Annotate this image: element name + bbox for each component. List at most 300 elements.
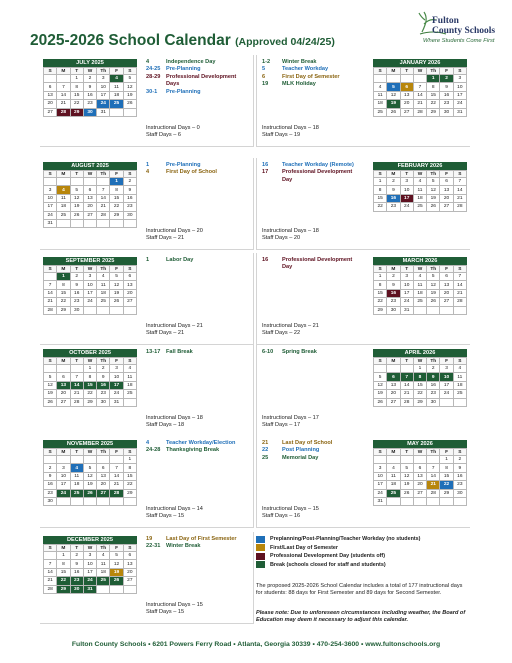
day-cell: 1 xyxy=(413,365,426,373)
event-date: 1-2 xyxy=(262,59,271,65)
weekday-label: S xyxy=(123,545,136,552)
day-cell: 7 xyxy=(44,281,57,289)
day-cell: 3 xyxy=(97,75,110,83)
day-cell: 14 xyxy=(110,472,123,480)
day-cell xyxy=(110,585,123,593)
day-cell: 21 xyxy=(44,577,57,585)
day-cell xyxy=(97,306,110,314)
event-item xyxy=(146,59,250,66)
day-cell: 13 xyxy=(123,281,136,289)
weekday-label: M xyxy=(387,266,400,273)
day-cell xyxy=(44,75,57,83)
weekday-label: F xyxy=(440,358,453,365)
day-cell: 2 xyxy=(387,178,400,186)
staff-days: Staff Days – 18 xyxy=(146,422,185,429)
legend-swatch xyxy=(256,561,265,568)
day-cell: 8 xyxy=(70,83,83,91)
month-block xyxy=(256,253,470,345)
event-item xyxy=(146,447,250,454)
day-cell: 14 xyxy=(70,381,83,389)
day-cell: 27 xyxy=(400,108,413,116)
day-cell: 14 xyxy=(57,91,70,99)
day-cell: 25 xyxy=(110,100,123,108)
event-date: 22-31 xyxy=(146,543,161,550)
day-cell: 28 xyxy=(70,398,83,406)
day-cell: 6 xyxy=(44,83,57,91)
weekday-label: Th xyxy=(427,266,440,273)
weekday-header-row xyxy=(374,358,467,365)
staff-days: Staff Days – 21 xyxy=(146,235,185,242)
day-cell: 14 xyxy=(400,381,413,389)
day-cell: 6 xyxy=(413,464,426,472)
event-item xyxy=(146,349,250,356)
day-cell: 10 xyxy=(97,83,110,91)
day-cell: 10 xyxy=(83,281,96,289)
month-name: APRIL 2026 xyxy=(373,349,467,357)
day-counts xyxy=(262,125,319,140)
day-cell: 19 xyxy=(374,390,387,398)
day-cell: 11 xyxy=(110,83,123,91)
event-date: 17 xyxy=(262,169,269,176)
day-cell: 7 xyxy=(453,273,466,281)
weekday-header-row xyxy=(374,449,467,456)
day-cell: 23 xyxy=(83,100,96,108)
day-cell: 16 xyxy=(123,194,136,202)
weekday-label: W xyxy=(413,171,426,178)
logo-tagline: Where Students Come First xyxy=(423,38,495,44)
weekday-label: S xyxy=(123,266,136,273)
event-title: Teacher Workday/Election xyxy=(166,440,236,446)
event-list xyxy=(262,257,366,272)
day-cell: 24 xyxy=(97,100,110,108)
event-date: 4 xyxy=(146,169,150,176)
day-cell: 13 xyxy=(440,186,453,194)
week-row xyxy=(44,398,137,406)
day-cell: 31 xyxy=(44,219,57,227)
event-date: 28-29 xyxy=(146,73,161,80)
day-cell: 3 xyxy=(400,178,413,186)
event-title: Spring Break xyxy=(282,349,317,355)
month-block xyxy=(256,436,470,528)
legend-item xyxy=(256,544,476,553)
month-calendar xyxy=(43,349,137,407)
day-cell: 10 xyxy=(400,186,413,194)
legend-swatch xyxy=(256,544,265,551)
day-cell: 9 xyxy=(70,281,83,289)
week-row xyxy=(374,298,467,306)
day-cell xyxy=(400,365,413,373)
weekday-header-row xyxy=(44,358,137,365)
day-cell: 16 xyxy=(440,91,453,99)
day-cell: 5 xyxy=(110,273,123,281)
day-cell xyxy=(83,178,96,186)
legend-label: First/Last Day of Semester xyxy=(270,544,339,551)
legend-item xyxy=(256,535,476,544)
day-cell: 7 xyxy=(413,83,426,91)
weekday-header-row xyxy=(374,266,467,273)
day-cell: 23 xyxy=(70,577,83,585)
day-cell: 28 xyxy=(44,306,57,314)
weekday-label: F xyxy=(110,358,123,365)
event-item xyxy=(262,81,366,88)
event-list xyxy=(146,349,250,356)
day-cell: 21 xyxy=(427,481,440,489)
day-cell xyxy=(453,306,466,314)
day-cell: 26 xyxy=(427,203,440,211)
day-cell xyxy=(400,456,413,464)
event-item xyxy=(262,59,366,66)
day-cell: 12 xyxy=(400,472,413,480)
weekday-label: W xyxy=(413,358,426,365)
event-item xyxy=(146,89,250,96)
event-date: 1 xyxy=(146,162,150,168)
event-date: 21 xyxy=(262,440,269,446)
weekday-label: S xyxy=(44,68,57,75)
day-cell xyxy=(387,365,400,373)
day-cell: 10 xyxy=(374,472,387,480)
weekday-header-row xyxy=(44,545,137,552)
weekday-label: M xyxy=(387,171,400,178)
month-block xyxy=(256,158,470,250)
page-title xyxy=(30,32,335,50)
weather-disclaimer: Please note: Due to unforeseen circumstances including weather, the Board of Education may deem it necessary to adjust this calendar. xyxy=(256,610,466,623)
day-cell xyxy=(70,178,83,186)
day-cell: 26 xyxy=(83,489,96,497)
month-table xyxy=(373,170,467,212)
day-cell xyxy=(374,365,387,373)
month-table xyxy=(373,67,467,117)
day-cell: 11 xyxy=(387,472,400,480)
event-item xyxy=(262,440,366,447)
day-cell: 28 xyxy=(110,489,123,497)
day-cell xyxy=(413,75,426,83)
day-cell xyxy=(110,219,123,227)
weekday-label: S xyxy=(123,358,136,365)
day-cell xyxy=(70,365,83,373)
day-cell: 15 xyxy=(413,381,426,389)
weekday-label: T xyxy=(70,449,83,456)
week-row xyxy=(44,273,137,281)
day-cell xyxy=(97,585,110,593)
day-cell: 22 xyxy=(374,298,387,306)
weekday-label: M xyxy=(57,171,70,178)
day-cell: 24 xyxy=(83,577,96,585)
week-row xyxy=(374,481,467,489)
weekday-label: W xyxy=(83,545,96,552)
day-cell: 27 xyxy=(97,489,110,497)
weekday-label: Th xyxy=(97,449,110,456)
legend-label: Professional Development Day (students off) xyxy=(270,553,386,560)
day-cell: 29 xyxy=(440,489,453,497)
day-cell: 24 xyxy=(400,298,413,306)
day-cell: 20 xyxy=(387,390,400,398)
week-row xyxy=(374,289,467,297)
week-row xyxy=(374,390,467,398)
weekday-label: Th xyxy=(97,68,110,75)
day-cell: 29 xyxy=(110,211,123,219)
week-row xyxy=(44,577,137,585)
weekday-label: F xyxy=(110,449,123,456)
day-cell: 19 xyxy=(110,289,123,297)
day-cell: 7 xyxy=(57,83,70,91)
event-list xyxy=(262,440,366,462)
week-row xyxy=(44,178,137,186)
weekday-label: W xyxy=(413,68,426,75)
event-title: Teacher Workday (Remote) xyxy=(282,162,354,168)
day-counts xyxy=(146,602,203,617)
day-cell: 31 xyxy=(400,306,413,314)
week-row xyxy=(374,373,467,381)
day-cell: 2 xyxy=(83,75,96,83)
day-cell: 22 xyxy=(413,390,426,398)
day-cell: 27 xyxy=(44,108,57,116)
day-counts xyxy=(262,415,319,430)
weekday-label: S xyxy=(374,449,387,456)
weekday-label: S xyxy=(44,358,57,365)
event-item xyxy=(262,455,366,462)
week-row xyxy=(44,481,137,489)
weekday-label: M xyxy=(57,449,70,456)
weekday-header-row xyxy=(44,171,137,178)
day-cell: 25 xyxy=(413,298,426,306)
day-cell xyxy=(440,306,453,314)
day-cell: 16 xyxy=(387,289,400,297)
day-cell: 12 xyxy=(70,194,83,202)
instructional-days: Instructional Days – 18 xyxy=(262,228,319,234)
day-cell xyxy=(83,219,96,227)
instructional-days: Instructional Days – 0 xyxy=(146,125,200,131)
day-cell: 28 xyxy=(413,108,426,116)
day-cell: 20 xyxy=(400,100,413,108)
day-cell: 18 xyxy=(413,194,426,202)
day-cell: 4 xyxy=(97,273,110,281)
day-cell: 20 xyxy=(440,289,453,297)
day-cell: 25 xyxy=(57,211,70,219)
event-item xyxy=(262,66,366,73)
weekday-label: F xyxy=(440,449,453,456)
calendar-title: 2025-2026 School Calendar xyxy=(30,32,231,49)
day-cell: 27 xyxy=(387,398,400,406)
month-block xyxy=(40,253,254,345)
day-cell: 19 xyxy=(110,568,123,576)
day-cell xyxy=(427,306,440,314)
day-cell: 28 xyxy=(453,203,466,211)
day-cell: 20 xyxy=(57,390,70,398)
weekday-label: T xyxy=(70,545,83,552)
day-cell xyxy=(413,497,426,505)
legend xyxy=(256,535,476,569)
event-date: 16 xyxy=(262,257,269,263)
event-date: 16 xyxy=(262,162,269,168)
day-cell: 21 xyxy=(400,390,413,398)
day-cell: 18 xyxy=(97,568,110,576)
day-cell: 17 xyxy=(110,381,123,389)
week-row xyxy=(374,75,467,83)
weekday-label: S xyxy=(44,171,57,178)
weekday-label: T xyxy=(400,449,413,456)
day-cell: 15 xyxy=(440,472,453,480)
day-cell: 2 xyxy=(453,456,466,464)
day-counts xyxy=(146,323,203,338)
event-date: 4 xyxy=(146,59,150,65)
day-cell: 31 xyxy=(110,398,123,406)
day-cell: 20 xyxy=(83,203,96,211)
day-cell: 17 xyxy=(440,381,453,389)
week-row xyxy=(44,472,137,480)
event-title: Professional Development Days xyxy=(166,73,237,88)
day-cell: 10 xyxy=(57,472,70,480)
day-cell: 8 xyxy=(440,464,453,472)
day-cell: 23 xyxy=(97,390,110,398)
day-cell xyxy=(123,306,136,314)
day-cell xyxy=(57,178,70,186)
day-cell: 10 xyxy=(453,83,466,91)
event-date: 13-17 xyxy=(146,349,161,355)
day-cell: 13 xyxy=(400,91,413,99)
day-cell: 26 xyxy=(110,298,123,306)
day-cell: 22 xyxy=(57,298,70,306)
day-cell: 27 xyxy=(83,211,96,219)
month-calendar xyxy=(43,257,137,315)
day-cell: 12 xyxy=(110,281,123,289)
day-cell xyxy=(70,219,83,227)
week-row xyxy=(44,552,137,560)
day-cell: 3 xyxy=(57,464,70,472)
day-cell: 27 xyxy=(57,398,70,406)
day-cell: 21 xyxy=(97,203,110,211)
footer-contact: Fulton County Schools • 6201 Powers Ferry Road • Atlanta, Georgia 30339 • 470-254-3600 • www.fultonschools.org xyxy=(71,641,441,648)
day-cell: 16 xyxy=(44,481,57,489)
event-date: 24-25 xyxy=(146,66,161,73)
day-cell xyxy=(83,306,96,314)
instructional-days: Instructional Days – 17 xyxy=(262,415,319,421)
day-cell: 12 xyxy=(83,472,96,480)
day-cell: 8 xyxy=(374,281,387,289)
day-cell: 19 xyxy=(70,203,83,211)
day-cell: 19 xyxy=(427,289,440,297)
day-cell xyxy=(400,75,413,83)
day-cell: 14 xyxy=(44,289,57,297)
day-cell: 14 xyxy=(97,194,110,202)
day-cell: 25 xyxy=(413,203,426,211)
day-cell xyxy=(123,219,136,227)
week-row xyxy=(374,194,467,202)
weekday-label: M xyxy=(57,68,70,75)
day-cell: 7 xyxy=(97,186,110,194)
event-title: First Day of Semester xyxy=(282,73,340,80)
weekday-header-row xyxy=(44,68,137,75)
day-cell: 28 xyxy=(44,585,57,593)
day-cell xyxy=(413,306,426,314)
weekday-label: T xyxy=(70,358,83,365)
day-cell: 18 xyxy=(123,381,136,389)
day-cell: 1 xyxy=(110,178,123,186)
month-table xyxy=(43,265,137,315)
week-row xyxy=(374,489,467,497)
weekday-label: S xyxy=(374,266,387,273)
day-cell: 17 xyxy=(57,481,70,489)
weekday-label: S xyxy=(123,449,136,456)
event-title: First Day of School xyxy=(166,169,217,176)
day-cell xyxy=(57,456,70,464)
day-cell: 7 xyxy=(110,464,123,472)
staff-days: Staff Days – 22 xyxy=(262,330,301,337)
weekday-label: Th xyxy=(427,68,440,75)
day-cell: 2 xyxy=(427,365,440,373)
day-cell xyxy=(44,365,57,373)
week-row xyxy=(44,585,137,593)
day-cell: 13 xyxy=(413,472,426,480)
day-cell: 27 xyxy=(123,298,136,306)
day-cell: 4 xyxy=(387,464,400,472)
day-cell: 21 xyxy=(453,194,466,202)
day-cell: 11 xyxy=(123,373,136,381)
day-cell: 5 xyxy=(387,83,400,91)
day-cell: 30 xyxy=(83,108,96,116)
event-date: 5 xyxy=(262,66,266,73)
week-row xyxy=(44,83,137,91)
day-cell xyxy=(387,497,400,505)
month-calendar xyxy=(373,59,467,117)
weekday-label: F xyxy=(110,266,123,273)
event-list xyxy=(262,349,366,356)
week-row xyxy=(44,281,137,289)
day-cell: 26 xyxy=(70,211,83,219)
day-cell: 18 xyxy=(374,100,387,108)
weekday-label: T xyxy=(400,266,413,273)
week-row xyxy=(44,108,137,116)
month-table xyxy=(43,448,137,506)
day-cell: 4 xyxy=(110,75,123,83)
event-item xyxy=(146,66,250,73)
day-cell: 26 xyxy=(374,398,387,406)
weekday-label: T xyxy=(400,171,413,178)
day-cell: 31 xyxy=(453,108,466,116)
day-cell xyxy=(70,456,83,464)
day-cell: 18 xyxy=(97,289,110,297)
day-cell: 10 xyxy=(44,194,57,202)
weekday-header-row xyxy=(44,266,137,273)
day-cell: 10 xyxy=(440,373,453,381)
day-cell: 7 xyxy=(400,373,413,381)
weekday-header-row xyxy=(374,68,467,75)
day-cell: 4 xyxy=(413,273,426,281)
day-cell: 4 xyxy=(70,464,83,472)
day-cell xyxy=(57,497,70,505)
month-block xyxy=(40,55,254,147)
day-cell: 26 xyxy=(400,489,413,497)
weekday-label: W xyxy=(413,266,426,273)
day-cell: 3 xyxy=(453,75,466,83)
week-row xyxy=(44,489,137,497)
week-row xyxy=(374,100,467,108)
day-cell xyxy=(83,456,96,464)
month-name: NOVEMBER 2025 xyxy=(43,440,137,448)
week-row xyxy=(374,365,467,373)
day-cell: 13 xyxy=(44,91,57,99)
day-cell: 13 xyxy=(387,381,400,389)
day-cell: 5 xyxy=(123,75,136,83)
day-cell: 20 xyxy=(44,100,57,108)
event-title: Professional Development Day xyxy=(282,257,353,271)
day-cell: 9 xyxy=(387,186,400,194)
logo-text-2: County Schools xyxy=(432,26,496,36)
event-title: Professional Development Day xyxy=(282,169,353,183)
day-cell: 23 xyxy=(70,298,83,306)
day-cell xyxy=(57,365,70,373)
day-cell xyxy=(97,497,110,505)
day-cell: 26 xyxy=(123,100,136,108)
